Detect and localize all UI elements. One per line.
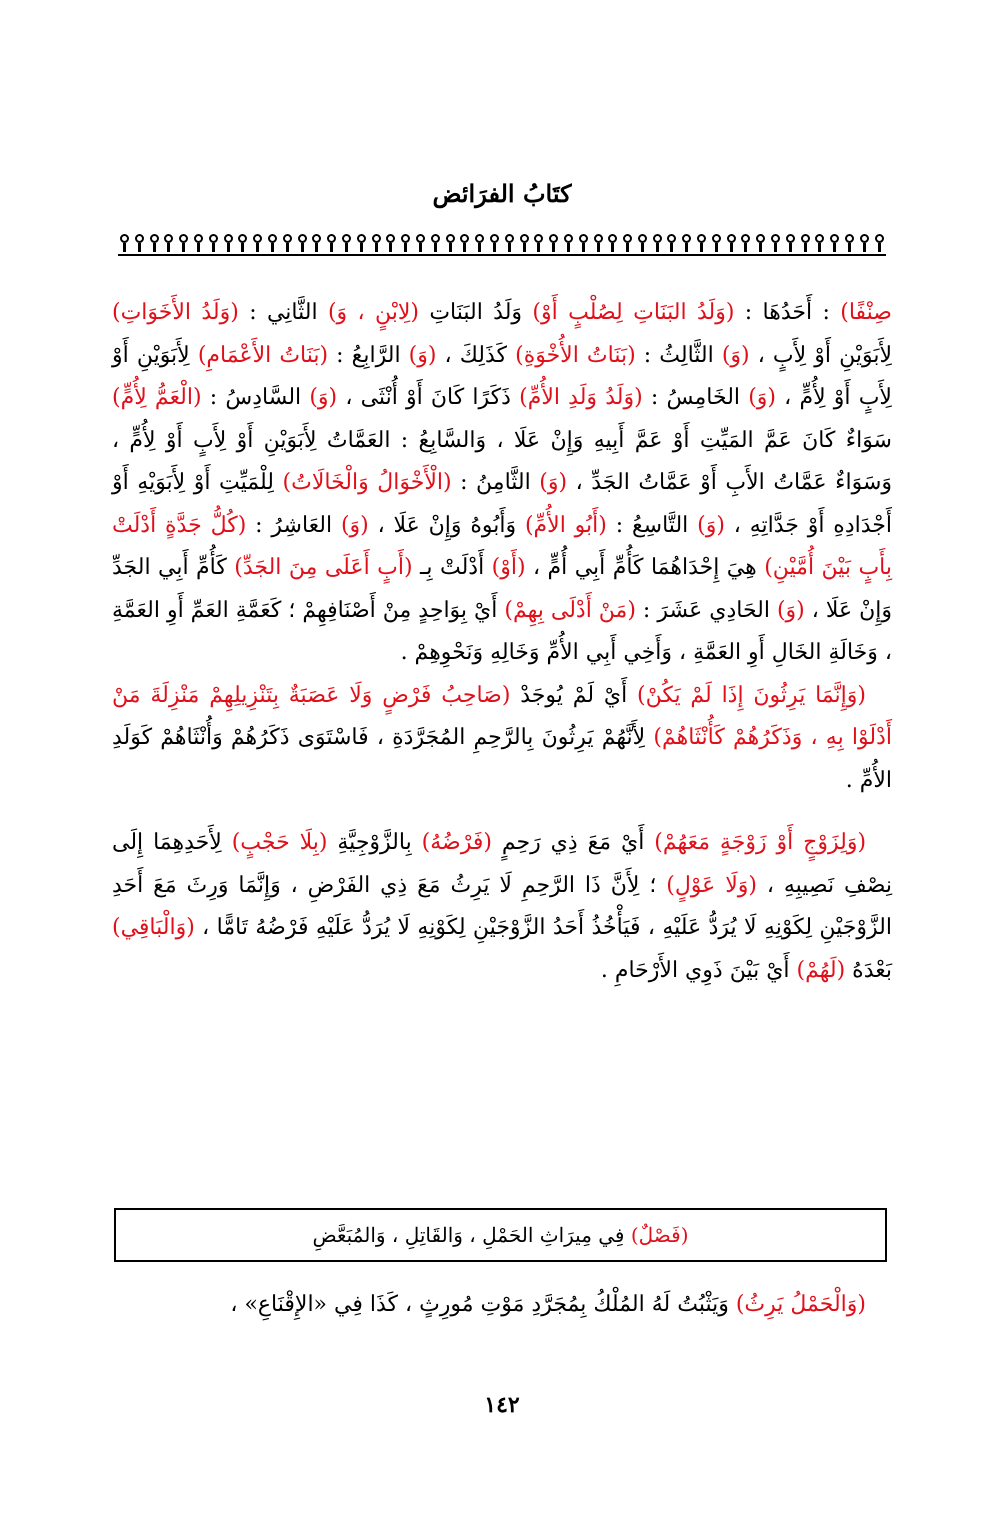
ornament-motif — [488, 234, 501, 252]
highlighted-matn-text: (وَ) — [539, 470, 568, 495]
paragraph-4 — [112, 1284, 892, 1326]
page-number: ١٤٢ — [484, 1392, 520, 1418]
commentary-text: بَعْدَهُ — [845, 957, 892, 983]
section-heading-box — [114, 1208, 887, 1262]
ornament-motif — [162, 234, 175, 252]
ornament-motif — [458, 234, 471, 252]
ornament-motif — [547, 234, 560, 252]
ornament-motif — [636, 234, 649, 252]
highlighted-matn-text: (لَهُمْ) — [796, 957, 846, 983]
ornament-motif — [310, 234, 323, 252]
commentary-text: ذَكَرًا كَانَ أَوْ أُنْثَى ، — [337, 385, 520, 410]
highlighted-matn-text: صِنْفًا) — [840, 300, 892, 325]
commentary-text: الرَّابِعُ : — [328, 342, 409, 368]
highlighted-matn-text: (أَوْ) — [491, 555, 526, 580]
commentary-text: لِأَبَوَيْنِ أَوْ لِأَبٍ ، — [749, 342, 892, 368]
ornament-motif — [799, 234, 812, 252]
ornament-motif — [518, 234, 531, 252]
commentary-text: : أَحَدُهَا : — [734, 300, 841, 325]
commentary-text: الثَّامِنُ : — [451, 470, 540, 495]
highlighted-matn-text: (بَنَاتُ الأُخْوَةِ) — [515, 342, 636, 368]
ornament-motif — [769, 234, 782, 252]
main-text — [112, 292, 892, 992]
commentary-text: لِلْمَيِّتِ أَوْ لِأَبَوَيْهِ أَوْ أَجْدَادِهِ أَوْ جَدَّاتِهِ ، — [112, 470, 892, 538]
commentary-text: بِالزَّوْجِيَّةِ — [327, 830, 422, 855]
highlighted-matn-text: (وَالْبَاقِي) — [112, 915, 195, 940]
ornament-motif — [710, 234, 723, 252]
ornament-motif — [665, 234, 678, 252]
highlighted-matn-text: (أَبُو الأُمِّ) — [524, 512, 607, 538]
ornament-motif — [858, 234, 871, 252]
continuation-text — [112, 1284, 892, 1326]
highlighted-matn-text: (مَنْ أَدْلَى بِهِمْ) — [504, 597, 636, 623]
commentary-text: الحَادِي عَشَرَ : — [635, 597, 777, 623]
page-header — [110, 178, 894, 210]
ornament-motif — [148, 234, 161, 252]
highlighted-matn-text: (وَلَدُ وَلَدِ الأُمِّ) — [519, 385, 643, 410]
highlighted-matn-text: (صَاحِبُ فَرْضٍ وَلَا عَصَبَةٌ بِتَنْزِيلِهِمْ مَنْزِلَةَ مَنْ أَدْلَوْا بِهِ ، وَذَكَرُهُمْ كَأُنْثَاهُمْ) — [112, 682, 892, 750]
ornament-motif — [503, 234, 516, 252]
highlighted-matn-text: (فَصْلٌ) — [630, 1223, 689, 1247]
highlighted-matn-text: (وَلَدُ الأَخَوَاتِ) — [112, 300, 239, 325]
ornament-motif — [325, 234, 338, 252]
highlighted-matn-text: (وَ) — [309, 385, 338, 410]
ornament-motif — [651, 234, 664, 252]
highlighted-matn-text: (وَلَدُ البَنَاتِ لِصُلْبٍ أَوْ) — [532, 300, 735, 325]
ornament-motif — [384, 234, 397, 252]
ornament-motif — [843, 234, 856, 252]
ornament-motif — [296, 234, 309, 252]
commentary-text: أَيْ مَعَ ذِي رَحِمٍ — [491, 830, 655, 855]
header-ornament — [118, 228, 886, 256]
commentary-text: وَأَبُوهُ وَإِنْ عَلَا ، — [368, 512, 525, 538]
highlighted-matn-text: (كُلُّ جَدَّةٍ أَدْلَتْ بِأَبٍ بَيْنَ أُمَّيْنِ) — [112, 512, 892, 580]
highlighted-matn-text: (وَ) — [340, 512, 369, 538]
highlighted-matn-text: (وَ) — [748, 385, 776, 410]
highlighted-matn-text: (الْعَمُّ لِأُمٍّ) — [112, 385, 202, 410]
highlighted-matn-text: (وَإِنَّمَا يَرِثُونَ إِذَا لَمْ يَكُنْ) — [637, 682, 866, 708]
ornament-motif — [725, 234, 738, 252]
ornament-motif — [340, 234, 353, 252]
ornament-motif — [444, 234, 457, 252]
commentary-text: كَذَلِكَ ، — [436, 342, 516, 368]
paragraph-2 — [112, 675, 892, 803]
ornament-motif — [222, 234, 235, 252]
commentary-text: فِي مِيرَاثِ الحَمْلِ ، وَالقَاتِلِ ، وَالمُبَعَّضِ — [312, 1223, 631, 1247]
commentary-text: لِأَبَوَيْنِ أَوْ لِأَبٍ أَوْ لِأُمٍّ ، — [112, 342, 892, 410]
chapter-title: كتَابُ الفرَائض — [432, 179, 572, 208]
ornament-motif — [532, 234, 545, 252]
commentary-text: أَيْ بِوَاحِدٍ مِنْ أَصْنَافِهِمْ ؛ كَعَمَّةِ العَمِّ أَوِ العَمَّةِ ، وَخَالَةِ الخَالِ أَوِ العَمَّةِ ، وَأَخِي أَبِي الأُمِّ وَخَالِهِ وَنَحْوِهِمْ . — [112, 597, 892, 665]
highlighted-matn-text: (بِلَا حَجْبٍ) — [231, 830, 328, 855]
highlighted-matn-text: (فَرْضُهُ) — [421, 830, 492, 855]
ornament-motif — [429, 234, 442, 252]
commentary-text: لِأَنَّهُمْ يَرِثُونَ بِالرَّحِمِ المُجَرَّدَةِ ، فَاسْتَوَى ذَكَرُهُمْ وَأُنْثَاهُمْ كَوَلَدِ الأُمِّ . — [112, 725, 892, 793]
ornament-motif — [592, 234, 605, 252]
commentary-text: وَيَثْبُتُ لَهُ المُلْكُ بِمُجَرَّدِ مَوْتِ مُورِثٍ ، كَذَا فِي «الإِقْنَاعِ» ، — [230, 1292, 736, 1317]
ornament-motif — [680, 234, 693, 252]
ornament-motif — [355, 234, 368, 252]
ornament-motif — [370, 234, 383, 252]
commentary-text: أَدْلَتْ بِـ — [412, 555, 492, 580]
ornament-motif — [133, 234, 146, 252]
ornament-motif — [621, 234, 634, 252]
ornament-motif — [873, 234, 886, 252]
ornament-motif — [236, 234, 249, 252]
ornament-motif — [399, 234, 412, 252]
ornament-motif — [266, 234, 279, 252]
commentary-text: الثَّالِثُ : — [635, 342, 722, 368]
ornament-motif — [118, 234, 131, 252]
commentary-text: أَيْ بَيْنَ ذَوِي الأَرْحَامِ . — [600, 957, 797, 983]
highlighted-matn-text: (وَ) — [697, 512, 725, 538]
commentary-text: التَّاسِعُ : — [606, 512, 698, 538]
commentary-text: كَأُمِّ أَبِي الجَدِّ وَإِنْ عَلَا ، — [112, 555, 892, 623]
highlighted-matn-text: (وَ) — [408, 342, 437, 368]
highlighted-matn-text: (وَ) — [721, 342, 750, 368]
commentary-text: وَلَدُ البَنَاتِ — [418, 300, 533, 325]
ornament-motif — [754, 234, 767, 252]
highlighted-matn-text: (لِابْنٍ ، وَ) — [327, 300, 419, 325]
ornament-motif — [177, 234, 190, 252]
ornament-motif — [281, 234, 294, 252]
ornament-motif — [414, 234, 427, 252]
highlighted-matn-text: (بَنَاتُ الأَعْمَامِ) — [197, 342, 329, 368]
highlighted-matn-text: (وَلَا عَوْلٍ) — [666, 872, 757, 898]
ornament-motif — [473, 234, 486, 252]
commentary-text: السَّادِسُ : — [201, 385, 310, 410]
ornament-motif — [813, 234, 826, 252]
ornament-motif — [562, 234, 575, 252]
commentary-text: سَوَاءٌ كَانَ عَمَّ المَيِّتِ أَوْ عَمَّ أَبِيهِ وَإِنْ عَلَا ، وَالسَّابِعُ : العَمَّاتُ لِأَبَوَيْنِ أَوْ لِأَبٍ أَوْ لِأُمٍّ ، وَسَوَاءٌ عَمَّاتُ الأَبِ أَوْ عَمَّاتُ الجَدِّ ، — [112, 427, 893, 495]
ornament-motif — [784, 234, 797, 252]
highlighted-matn-text: (الْأَخْوَالُ وَالْخَالَاتُ) — [282, 470, 452, 495]
highlighted-matn-text: (أَبٍ أَعَلَى مِنَ الجَدِّ) — [234, 555, 413, 580]
ornament-motif — [192, 234, 205, 252]
paragraph-1 — [112, 292, 892, 675]
highlighted-matn-text: (وَالْحَمْلُ يَرِثُ) — [735, 1292, 866, 1317]
commentary-text: الثَّانِي : — [238, 300, 328, 325]
ornament-motif — [828, 234, 841, 252]
commentary-text: ؛ لِأَنَّ ذَا الرَّحِمِ لَا يَرِثُ مَعَ ذِي الفَرْضِ ، وَإِنَّمَا وَرِثَ مَعَ أَحَدِ الزَّوْجَيْنِ لِكَوْنِهِ لَا يُرَدُّ عَلَيْهِ ، فَيَأْخُذُ أَحَدُ الزَّوْجَيْنِ لِكَوْنِهِ لَا يُرَدُّ عَلَيْهِ فَرْضُهُ تَامًّا ، — [112, 872, 892, 940]
ornament-motif — [739, 234, 752, 252]
ornament-motif — [207, 234, 220, 252]
highlighted-matn-text: (وَلِزَوْجٍ أَوْ زَوْجَةٍ مَعَهُمْ) — [654, 830, 867, 855]
ornament-row — [118, 228, 886, 252]
commentary-text: لِأَحَدِهِمَا إِلَى نِصْفِ نَصِيبِهِ ، — [112, 830, 893, 898]
ornament-motif — [251, 234, 264, 252]
ornament-motif — [695, 234, 708, 252]
commentary-text: هِيَ إِحْدَاهُمَا كَأُمِّ أَبِي أُمٍّ ، — [525, 555, 765, 580]
highlighted-matn-text: (وَ) — [776, 597, 805, 623]
commentary-text: العَاشِرُ : — [246, 512, 341, 538]
paragraph-3 — [112, 822, 892, 992]
commentary-text: الخَامِسُ : — [642, 385, 749, 410]
ornament-motif — [606, 234, 619, 252]
commentary-text: أَيْ لَمْ يُوجَدْ — [510, 682, 637, 708]
ornament-motif — [577, 234, 590, 252]
